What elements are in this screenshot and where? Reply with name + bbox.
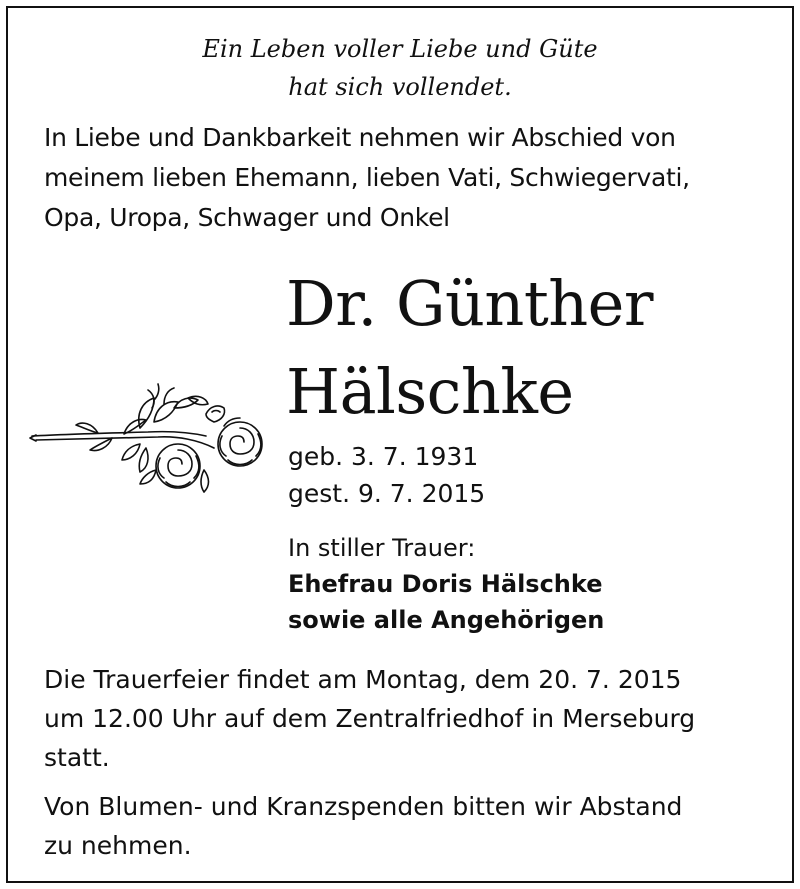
request-line-1: Von Blumen- und Kranzspenden bitten wir Abstand	[44, 792, 683, 821]
birth-date: geb. 3. 7. 1931	[288, 442, 479, 471]
deceased-name-last: Hälschke	[286, 355, 574, 428]
mourner-relatives: sowie alle Angehörigen	[288, 606, 605, 634]
ceremony-line-3: statt.	[44, 743, 110, 772]
intro-line-1: In Liebe und Dankbarkeit nehmen wir Abschied von	[44, 123, 676, 152]
mourner-spouse: Ehefrau Doris Hälschke	[288, 570, 603, 598]
intro-line-3: Opa, Uropa, Schwager und Onkel	[44, 203, 450, 232]
ceremony-line-1: Die Trauerfeier findet am Montag, dem 20. 7. 2015	[44, 665, 682, 694]
intro-line-2: meinem lieben Ehemann, lieben Vati, Schwiegervati,	[44, 163, 690, 192]
deceased-name-first: Dr. Günther	[286, 267, 654, 340]
mourners-label: In stiller Trauer:	[288, 534, 476, 562]
motto-line-2: hat sich vollendet.	[288, 73, 512, 101]
death-date: gest. 9. 7. 2015	[288, 479, 486, 508]
request-line-2: zu nehmen.	[44, 831, 192, 860]
rose-icon	[28, 378, 272, 496]
ceremony-line-2: um 12.00 Uhr auf dem Zentralfriedhof in Merseburg	[44, 704, 696, 733]
motto-line-1: Ein Leben voller Liebe und Güte	[202, 35, 598, 63]
